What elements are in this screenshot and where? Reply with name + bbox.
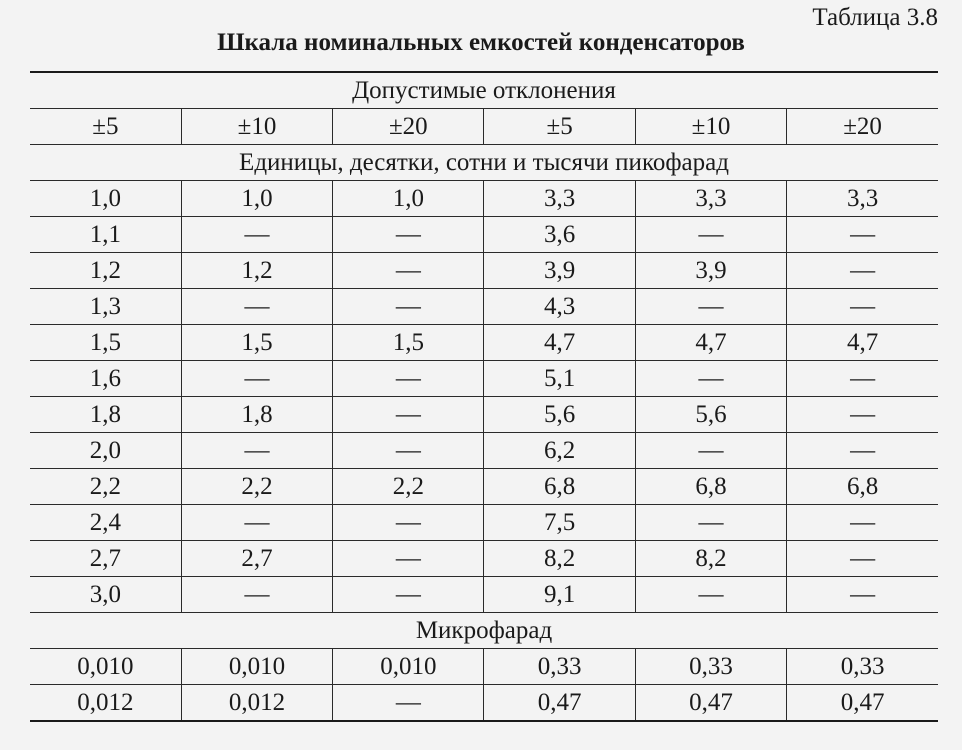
table-cell: ±10 [181,109,332,145]
table-cell: 3,3 [484,181,635,217]
table-cell: 5,6 [635,397,786,433]
tolerance-header-row [30,72,938,109]
table-cell: 0,47 [635,685,786,722]
table-row [30,469,938,505]
capacitance-table [30,71,938,722]
table-cell: 0,012 [30,685,181,722]
table-row [30,541,938,577]
table-cell: 1,6 [30,361,181,397]
table-row [30,577,938,613]
section-microfarad-header-row [30,613,938,649]
table-cell: ±20 [787,109,938,145]
table-cell: — [787,289,938,325]
table-cell: 6,8 [635,469,786,505]
table-row [30,361,938,397]
tolerance-header: Допустимые отклонения [30,72,938,109]
table-title: Шкала номинальных емкостей конденсаторов [217,29,745,56]
table-row [30,325,938,361]
table-cell: 6,8 [787,469,938,505]
table-cell: 5,1 [484,361,635,397]
table-cell: — [787,361,938,397]
table-cell: 3,3 [787,181,938,217]
table-cell: — [333,397,484,433]
table-cell: 4,3 [484,289,635,325]
table-cell: 1,0 [181,181,332,217]
table-cell: — [635,361,786,397]
table-cell: — [635,217,786,253]
table-cell: — [787,253,938,289]
table-cell: — [333,253,484,289]
table-cell: 1,3 [30,289,181,325]
table-cell: — [787,541,938,577]
table-cell: 0,33 [787,649,938,685]
table-row [30,649,938,685]
table-cell: — [333,685,484,722]
table-cell: 0,33 [484,649,635,685]
table-cell: — [635,289,786,325]
table-cell: — [181,577,332,613]
table-cell: — [333,217,484,253]
table-cell: 2,0 [30,433,181,469]
section-picofarad-header-row [30,145,938,181]
table-cell: 2,2 [333,469,484,505]
table-cell: 3,3 [635,181,786,217]
table-cell: — [635,577,786,613]
table-cell: — [181,289,332,325]
table-row [30,433,938,469]
table-cell: — [181,217,332,253]
table-cell: 2,7 [30,541,181,577]
table-cell: — [333,577,484,613]
table-cell: — [787,397,938,433]
table-cell: — [333,541,484,577]
table-row [30,397,938,433]
table-cell: 1,0 [30,181,181,217]
table-cell: — [787,577,938,613]
table-cell: ±5 [30,109,181,145]
table-cell: 6,8 [484,469,635,505]
table-cell: 0,47 [484,685,635,722]
table-cell: 1,5 [333,325,484,361]
table-cell: 2,2 [30,469,181,505]
table-cell: 3,6 [484,217,635,253]
table-cell: 1,8 [30,397,181,433]
table-cell: 2,4 [30,505,181,541]
table-row [30,685,938,722]
table-cell: ±5 [484,109,635,145]
table-cell: 1,1 [30,217,181,253]
table-cell: — [333,289,484,325]
table-cell: 3,9 [635,253,786,289]
table-cell: 3,9 [484,253,635,289]
table-cell: — [333,361,484,397]
section-microfarad-header: Микрофарад [30,613,938,649]
table-cell: 7,5 [484,505,635,541]
table-cell: 2,2 [181,469,332,505]
table-cell: 9,1 [484,577,635,613]
table-cell: 0,010 [181,649,332,685]
table-row [30,217,938,253]
table-cell: — [333,433,484,469]
table-cell: — [787,505,938,541]
table-cell: — [181,361,332,397]
table-cell: 8,2 [635,541,786,577]
table-cell: 1,0 [333,181,484,217]
table-cell: 1,2 [181,253,332,289]
table-cell: — [181,505,332,541]
table-cell: 2,7 [181,541,332,577]
table-cell: 8,2 [484,541,635,577]
table-cell: — [787,433,938,469]
table-cell: 1,5 [181,325,332,361]
table-cell: 4,7 [635,325,786,361]
table-cell: 3,0 [30,577,181,613]
table-cell: 0,012 [181,685,332,722]
table-cell: — [181,433,332,469]
table-cell: 0,010 [30,649,181,685]
table-cell: — [635,433,786,469]
table-cell: 0,33 [635,649,786,685]
section-picofarad-header: Единицы, десятки, сотни и тысячи пикофарад [30,145,938,181]
table-row [30,505,938,541]
table-cell: — [787,217,938,253]
tolerance-values-row [30,109,938,145]
table-cell: 6,2 [484,433,635,469]
table-cell: 4,7 [787,325,938,361]
table-number-label: Таблица 3.8 [812,4,938,31]
table-cell: ±20 [333,109,484,145]
table-cell: 5,6 [484,397,635,433]
table-cell: 1,8 [181,397,332,433]
table-row [30,253,938,289]
table-row [30,289,938,325]
table-cell: 1,2 [30,253,181,289]
table-cell: 1,5 [30,325,181,361]
table-cell: ±10 [635,109,786,145]
table-cell: 4,7 [484,325,635,361]
table-cell: — [333,505,484,541]
table-cell: — [635,505,786,541]
table-body [30,72,938,721]
table-row [30,181,938,217]
table-cell: 0,47 [787,685,938,722]
table-cell: 0,010 [333,649,484,685]
